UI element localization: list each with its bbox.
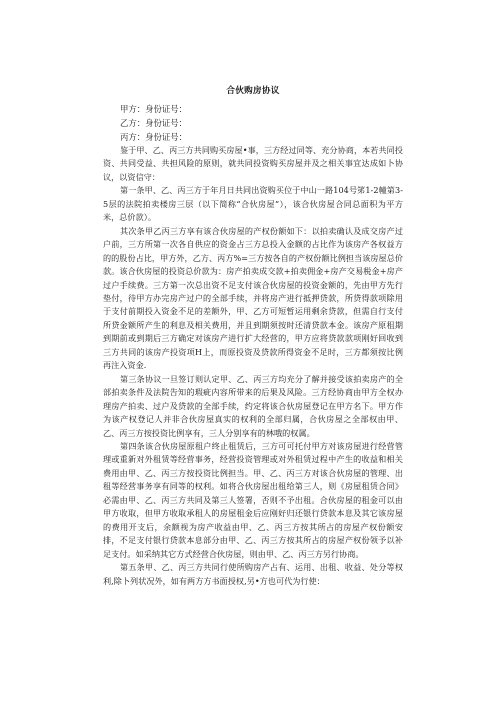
party-a-line: 甲方：身份证号： (120, 104, 187, 114)
article-1-paragraph: 第一条甲、乙、丙三方于年月日共同出资购买位于中山一路104号笫1-2幢第3-5层的法院拍卖楼房三层（以下简称“合伙房屋”），该合伙房屋合同总面积为平方米，总价款）。 (103, 185, 403, 223)
agreement-document (103, 85, 403, 588)
article-5-paragraph: 第五条甲、乙、丙三方共同行使所购房产占有、运用、出租、收益、处分等权利,除卜列状况外，如有两方方书面授权,另•方也可代为行使： (103, 562, 403, 586)
article-2-paragraph: 其次条甲乙丙三方享有该合伙房屋的产权份额如下：以拍卖确认及成交房产过户前，三方所第一次各自供应的资金占三方总投入金额的占比作为该房产各权益方的的股份占比，甲方外，乙方、丙方%=三方按各自的产权份额比例担当该房屋总价款。该合伙房屋的投资总价款为：房产拍卖成交款+拍卖佣金+房产交易税金+房产过户手续费。三方第一次总出资不足支付该合伙房屋的投资金额的，先由甲方先行垫付，待甲方办完房产过户的全部手续，并将房产进行抵押贷款，所贷得款项除用于支付前期投入资金不足的差额外，甲、乙方可短暂运用剩余贷款，但需自行支付所贷金额所产生的利息及相关费用，并且到期须按时还清贷款本金。该房产原租期到期前或到期后三方确定对该房产进行扩大经营的，甲方应将贷款款项刚好回收到三方共同的该房产投资项H上，而原投资及贷款所得资金不足时，三方都须按比例再注入资金. (103, 225, 403, 371)
article-4-paragraph: 第四条该合伙房屋原租户终止租赁后，三方可可托付甲方对该房屋进行经营管理或重新对外租赁等经营事务，经营投资管理或对外租赁过程中产生的收益和相关费用由甲、乙、丙三方按投资比例担当。甲、乙、丙三方对该合伙房屋的管理、出租等经营事务享有同等的权利。如将合伙房屋出租给第三人，则《房屋租赁合同》必需由甲、乙、丙三方共同及第三人签署，否则不予出租。合伙房屋的租金可以由甲方收取，但甲方收取承租人的房屋租金后应刚好归还银行贷款本息及其它该房屋的费用开支后，余额视为房产收益由甲、乙、丙三方按其所占的房屋产权份额安排，不足支付银行贷款本息部分由甲、乙、丙三方按其所占的房屋产权份领予以补足支付。如采纳其它方式经营合伙房屋，则由甲、乙、丙三方另行协商。 (103, 440, 403, 559)
document-title: 合伙购房协议 (226, 86, 280, 96)
party-b-line: 乙方：身份证号： (120, 118, 187, 128)
party-c-line: 丙方：身份证号： (120, 132, 187, 142)
preamble-paragraph: 鉴于甲、乙、丙三方共同购买房屋•事，三方经过同等、充分协商，本若共同投资、共同受益、共担风险的原则，就共同投资购买房屋并及之相关事宜达成如卜协议，以资信守： (103, 145, 403, 182)
article-3-paragraph: 第三条协议一旦签订则认定甲、乙、丙三方均充分了解并接受该拍卖房产的全部拍卖条件及法院告知的瑕疵内容所带来的后果及风险。三方经协商由甲方全权办理房产拍卖、过户及贷款的全部手续，约定将该合伙房屋登记在甲方名下。甲方作为该产权登记人并非合伙房屋真实的权利的全部归属，合伙房屋之全部权由甲、乙、丙三方按投资比例享有，三人分别享有的林哦的权属。 (103, 373, 403, 438)
